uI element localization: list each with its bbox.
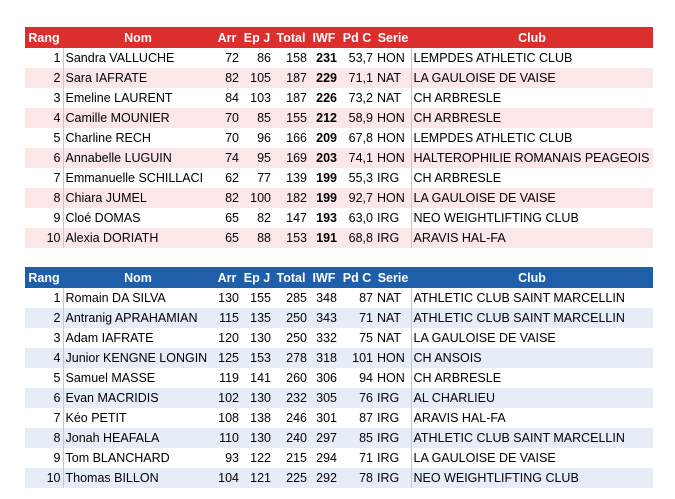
cell-club: LA GAULOISE DE VAISE [411,188,653,208]
cell-iwf: 193 [316,211,337,225]
cell-epj: 138 [250,411,271,425]
cell-club: ATHLETIC CLUB SAINT MARCELLIN [411,308,653,328]
cell-serie: IRG [377,451,400,465]
cell-rang: 8 [25,188,63,208]
cell-pdc: 71 [359,451,373,465]
cell-arr: 65 [213,228,241,248]
cell-epj: 155 [250,291,271,305]
cell-rang: 5 [53,371,61,385]
header-club: Club [411,27,653,48]
cell-arr: 93 [225,451,239,465]
cell-nom: Antranig APRAHAMIAN [63,308,213,328]
cell-rang: 8 [25,428,63,448]
cell-arr: 70 [213,108,241,128]
cell-rang: 5 [53,131,61,145]
cell-iwf: 199 [316,171,337,185]
cell-nom: Kéo PETIT [63,408,213,428]
cell-rang: 10 [25,228,63,248]
cell-pdc: 74,1 [339,148,375,168]
cell-epj: 85 [241,108,273,128]
cell-pdc: 101 [339,348,375,368]
cell-pdc: 76 [339,388,375,408]
cell-club: CH ANSOIS [411,348,653,368]
table-row [25,128,653,148]
cell-rang: 10 [25,468,63,488]
cell-nom: Chiara JUMEL [63,188,213,208]
cell-arr: 74 [213,148,241,168]
cell-pdc: 71,1 [339,68,375,88]
women-rows [25,48,653,248]
table-row [25,88,653,108]
cell-club: LA GAULOISE DE VAISE [411,448,653,468]
cell-club: NEO WEIGHTLIFTING CLUB [411,208,653,228]
cell-total: 260 [286,371,307,385]
header-rang: Rang [25,27,63,48]
table-row [25,328,653,348]
cell-serie: NAT [377,291,402,305]
cell-club: CH ARBRESLE [411,88,653,108]
header-nom: Nom [63,267,213,288]
cell-iwf: 305 [309,388,339,408]
header-arr: Arr [213,267,241,288]
cell-iwf: 332 [316,331,337,345]
cell-total: 155 [273,108,309,128]
table-row [25,368,653,388]
cell-nom: Charline RECH [63,128,213,148]
cell-total: 153 [273,228,309,248]
cell-rang: 7 [53,411,61,425]
cell-iwf: 292 [309,468,339,488]
cell-rang: 2 [25,308,63,328]
cell-serie: HON [375,348,411,368]
cell-pdc: 71 [339,308,375,328]
header-pdc: Pd C [339,27,375,48]
cell-arr: 108 [218,411,239,425]
cell-serie: IRG [375,468,411,488]
header-rang: Rang [25,267,63,288]
cell-total: 187 [273,68,309,88]
table-row [25,228,653,248]
cell-arr: 65 [225,211,239,225]
cell-nom: Cloé DOMAS [63,208,213,228]
cell-epj: 130 [241,388,273,408]
cell-rang: 2 [25,68,63,88]
header-arr: Arr [213,27,241,48]
cell-club: ARAVIS HAL-FA [411,408,653,428]
cell-nom: Adam IAFRATE [63,328,213,348]
header-nom: Nom [63,27,213,48]
cell-club: ARAVIS HAL-FA [411,228,653,248]
cell-iwf: 229 [309,68,339,88]
table-row [25,68,653,88]
cell-iwf: 343 [309,308,339,328]
cell-nom: Thomas BILLON [63,468,213,488]
cell-club: LEMPDES ATHLETIC CLUB [411,128,653,148]
table-row [25,108,653,128]
table-row [25,468,653,488]
cell-rang: 6 [25,148,63,168]
cell-nom: Sandra VALLUCHE [63,48,213,68]
cell-nom: Tom BLANCHARD [63,448,213,468]
cell-epj: 100 [241,188,273,208]
cell-pdc: 53,7 [348,51,373,65]
cell-total: 147 [286,211,307,225]
cell-club: HALTEROPHILIE ROMANAIS PEAGEOIS [411,148,653,168]
cell-arr: 102 [213,388,241,408]
cell-serie: HON [377,371,405,385]
header-total: Total [273,267,309,288]
cell-serie: IRG [375,428,411,448]
cell-arr: 84 [225,91,239,105]
cell-club: CH ARBRESLE [411,168,653,188]
cell-total: 232 [273,388,309,408]
women-ranking-table [25,27,653,248]
cell-serie: HON [375,148,411,168]
cell-serie: NAT [375,308,411,328]
cell-pdc: 55,3 [348,171,373,185]
cell-club: LA GAULOISE DE VAISE [411,68,653,88]
cell-rang: 3 [53,91,61,105]
cell-arr: 119 [219,371,239,385]
cell-epj: 121 [241,468,273,488]
cell-iwf: 318 [309,348,339,368]
cell-pdc: 92,7 [339,188,375,208]
cell-nom: Samuel MASSE [63,368,213,388]
cell-iwf: 226 [316,91,337,105]
cell-epj: 130 [250,331,271,345]
cell-arr: 82 [213,188,241,208]
cell-serie: NAT [377,331,402,345]
cell-epj: 130 [241,428,273,448]
cell-iwf: 231 [316,51,337,65]
header-pdc: Pd C [339,267,375,288]
cell-iwf: 199 [309,188,339,208]
header-serie: Serie [375,267,411,288]
cell-serie: IRG [377,171,400,185]
cell-rang: 1 [53,291,61,305]
table-row [25,428,653,448]
cell-iwf: 191 [309,228,339,248]
cell-club: NEO WEIGHTLIFTING CLUB [411,468,653,488]
cell-total: 246 [286,411,307,425]
cell-total: 278 [273,348,309,368]
table-row [25,188,653,208]
table-row [25,208,653,228]
cell-nom: Emeline LAURENT [63,88,213,108]
cell-epj: 96 [257,131,271,145]
cell-total: 187 [286,91,307,105]
men-rows [25,288,653,488]
cell-club: CH ARBRESLE [411,368,653,388]
cell-iwf: 306 [316,371,337,385]
table-row [25,348,653,368]
cell-iwf: 212 [309,108,339,128]
cell-total: 250 [273,308,309,328]
header-iwf: IWF [309,27,339,48]
cell-total: 166 [286,131,307,145]
header-serie: Serie [375,27,411,48]
table-row [25,448,653,468]
cell-rang: 3 [53,331,61,345]
cell-total: 182 [273,188,309,208]
cell-arr: 72 [225,51,239,65]
cell-rang: 4 [25,348,63,368]
cell-serie: NAT [375,68,411,88]
cell-epj: 122 [250,451,271,465]
cell-arr: 70 [225,131,239,145]
header-club: Club [411,267,653,288]
cell-epj: 105 [241,68,273,88]
cell-arr: 110 [213,428,241,448]
cell-iwf: 203 [309,148,339,168]
table-row [25,408,653,428]
cell-epj: 88 [241,228,273,248]
cell-pdc: 58,9 [339,108,375,128]
table-row [25,148,653,168]
cell-nom: Junior KENGNE LONGIN [63,348,213,368]
header-total: Total [273,27,309,48]
table-row [25,48,653,68]
cell-total: 240 [273,428,309,448]
cell-arr: 104 [213,468,241,488]
cell-total: 139 [286,171,307,185]
cell-arr: 115 [213,308,241,328]
cell-iwf: 209 [316,131,337,145]
cell-epj: 141 [250,371,271,385]
cell-arr: 130 [218,291,239,305]
cell-iwf: 301 [316,411,337,425]
cell-rang: 6 [25,388,63,408]
cell-nom: Jonah HEAFALA [63,428,213,448]
cell-epj: 135 [241,308,273,328]
cell-arr: 125 [213,348,241,368]
cell-rang: 1 [53,51,61,65]
cell-serie: HON [375,188,411,208]
cell-nom: Emmanuelle SCHILLACI [63,168,213,188]
cell-club: LEMPDES ATHLETIC CLUB [411,48,653,68]
men-ranking-table [25,267,653,488]
header-epj: Ep J [241,27,273,48]
cell-pdc: 87 [359,291,373,305]
cell-pdc: 85 [339,428,375,448]
cell-arr: 82 [213,68,241,88]
cell-pdc: 73,2 [348,91,373,105]
cell-total: 285 [286,291,307,305]
cell-pdc: 67,8 [348,131,373,145]
cell-epj: 103 [250,91,271,105]
cell-pdc: 63,0 [348,211,373,225]
cell-nom: Annabelle LUGUIN [63,148,213,168]
men-header-row [25,267,653,288]
cell-total: 225 [273,468,309,488]
cell-arr: 62 [225,171,239,185]
cell-pdc: 94 [359,371,373,385]
cell-iwf: 294 [316,451,337,465]
cell-rang: 9 [53,451,61,465]
cell-serie: HON [375,108,411,128]
cell-nom: Camille MOUNIER [63,108,213,128]
cell-nom: Sara IAFRATE [63,68,213,88]
header-epj: Ep J [241,267,273,288]
table-row [25,288,653,308]
cell-pdc: 87 [359,411,373,425]
cell-total: 158 [286,51,307,65]
cell-serie: HON [377,51,405,65]
cell-total: 250 [286,331,307,345]
cell-club: AL CHARLIEU [411,388,653,408]
cell-rang: 9 [53,211,61,225]
cell-nom: Alexia DORIATH [63,228,213,248]
cell-iwf: 348 [316,291,337,305]
cell-epj: 82 [257,211,271,225]
cell-epj: 95 [241,148,273,168]
cell-pdc: 68,8 [339,228,375,248]
cell-rang: 7 [53,171,61,185]
cell-epj: 77 [257,171,271,185]
cell-epj: 153 [241,348,273,368]
cell-club: CH ARBRESLE [411,108,653,128]
women-header-row [25,27,653,48]
cell-total: 169 [273,148,309,168]
cell-epj: 86 [257,51,271,65]
table-row [25,168,653,188]
cell-serie: IRG [375,228,411,248]
cell-serie: HON [377,131,405,145]
cell-serie: NAT [377,91,402,105]
table-row [25,308,653,328]
cell-club: ATHLETIC CLUB SAINT MARCELLIN [411,428,653,448]
cell-total: 215 [286,451,307,465]
cell-iwf: 297 [309,428,339,448]
cell-arr: 120 [218,331,239,345]
cell-club: ATHLETIC CLUB SAINT MARCELLIN [411,288,653,308]
table-row [25,388,653,408]
cell-serie: IRG [377,211,400,225]
cell-pdc: 78 [339,468,375,488]
header-iwf: IWF [309,267,339,288]
cell-club: LA GAULOISE DE VAISE [411,328,653,348]
cell-nom: Evan MACRIDIS [63,388,213,408]
cell-serie: IRG [375,388,411,408]
cell-serie: IRG [377,411,400,425]
cell-nom: Romain DA SILVA [63,288,213,308]
cell-pdc: 75 [359,331,373,345]
cell-rang: 4 [25,108,63,128]
